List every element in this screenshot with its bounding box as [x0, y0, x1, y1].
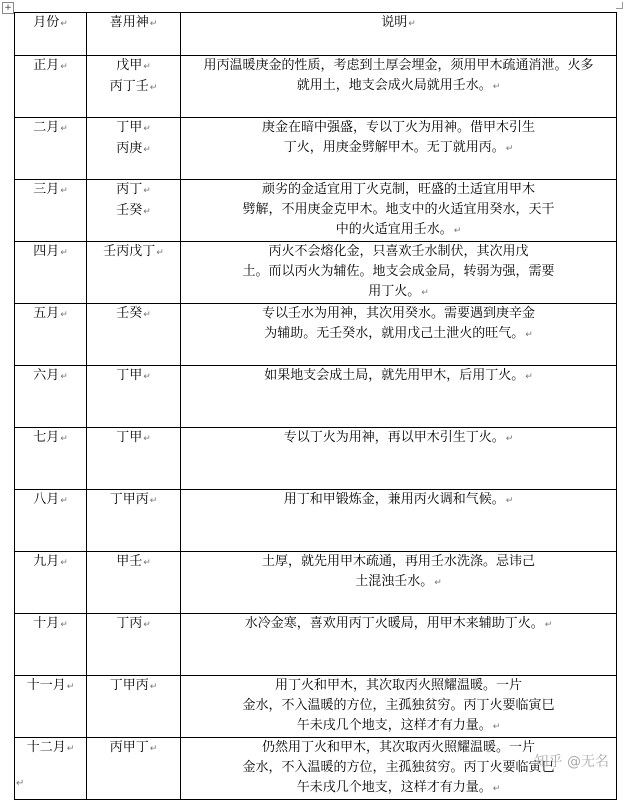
- description-line: 中的火适宜用壬水。↵: [335, 222, 462, 237]
- gods-line: 丁丙↵: [116, 616, 151, 631]
- table-resize-corner-icon[interactable]: [616, 2, 623, 9]
- table-move-anchor-icon[interactable]: +: [2, 2, 14, 14]
- paragraph-mark: ↵: [505, 434, 514, 444]
- gods-line: 壬丙戊丁↵: [103, 244, 164, 259]
- table-row: [15, 676, 617, 738]
- gods-cell: [87, 180, 181, 242]
- description-cell: [181, 304, 617, 366]
- description-cell: [181, 428, 617, 490]
- month-label: 十一月: [26, 678, 66, 693]
- description-cell: [181, 676, 617, 738]
- header-month: 月份↵: [15, 13, 87, 56]
- description-cell: [181, 366, 617, 428]
- month-cell: [15, 676, 87, 738]
- month-label: 正月: [33, 58, 60, 73]
- description-line: 金水，不入温暖的方位，主孤独贫穷。丙丁火要临寅巳: [242, 698, 555, 713]
- header-description: 说明↵: [181, 13, 617, 56]
- description-cell: [181, 552, 617, 614]
- paragraph-mark: ↵: [66, 744, 75, 754]
- description-cell: [181, 180, 617, 242]
- description-line: 庚金在暗中强盛，专以丁火为用神。借甲木引生: [261, 120, 535, 135]
- paragraph-mark: ↵: [143, 145, 151, 155]
- gods-cell: [87, 428, 181, 490]
- table-row: [15, 490, 617, 552]
- header-gods: 喜用神↵: [87, 13, 181, 56]
- gods-line: 丙丁↵: [116, 182, 151, 197]
- gods-cell: [87, 614, 181, 676]
- paragraph-mark: ↵: [66, 682, 75, 692]
- table-row: [15, 118, 617, 180]
- description-line: 就用土，地支会成火局就用壬水。↵: [296, 78, 501, 93]
- paragraph-mark: ↵: [143, 310, 151, 320]
- description-cell: [181, 490, 617, 552]
- end-paragraph-mark: ↵: [16, 778, 25, 789]
- gods-line: 丁甲↵: [116, 430, 151, 445]
- paragraph-mark: ↵: [143, 207, 151, 217]
- month-cell: [15, 552, 87, 614]
- paragraph-mark: ↵: [492, 784, 501, 794]
- month-cell: [15, 118, 87, 180]
- table-row: [15, 428, 617, 490]
- table-row: [15, 242, 617, 304]
- gods-cell: [87, 304, 181, 366]
- table-row: [15, 304, 617, 366]
- gods-line: 甲壬↵: [116, 554, 151, 569]
- paragraph-mark: ↵: [60, 186, 68, 196]
- description-line: 午未戌几个地支，这样才有力量。↵: [296, 780, 501, 795]
- description-line: 专以丁火为用神，再以甲木引生丁火。↵: [283, 430, 514, 445]
- paragraph-mark: ↵: [60, 124, 68, 134]
- gods-cell: [87, 738, 181, 800]
- gods-cell: [87, 56, 181, 118]
- paragraph-mark: ↵: [143, 620, 151, 630]
- gods-line: 壬癸↵: [116, 203, 151, 218]
- paragraph-mark: ↵: [60, 372, 68, 382]
- paragraph-mark: ↵: [149, 83, 158, 93]
- month-cell: [15, 180, 87, 242]
- month-label: 十月: [33, 616, 60, 631]
- paragraph-mark: ↵: [492, 82, 501, 92]
- description-line: 午未戌几个地支，这样才有力量。↵: [296, 718, 501, 733]
- paragraph-mark: ↵: [149, 682, 158, 692]
- month-label: 二月: [33, 120, 60, 135]
- month-cell: [15, 242, 87, 304]
- month-label: 三月: [33, 182, 60, 197]
- month-cell: [15, 428, 87, 490]
- paragraph-mark: ↵: [505, 144, 514, 154]
- gods-cell: [87, 552, 181, 614]
- month-cell: [15, 614, 87, 676]
- table-row: [15, 56, 617, 118]
- description-line: 土。而以丙火为辅佐。地支会成金局，转弱为强，需要: [242, 264, 555, 279]
- paragraph-mark: ↵: [143, 124, 151, 134]
- description-line: 专以壬水为用神，其次用癸水。需要遇到庚辛金: [261, 306, 535, 321]
- description-line: 顽劣的金适宜用丁火克制，旺盛的土适宜用甲木: [261, 182, 535, 197]
- description-cell: [181, 614, 617, 676]
- paragraph-mark: ↵: [421, 288, 429, 298]
- description-line: 劈解，不用庚金克甲木。地支中的火适宜用癸水，天干: [242, 202, 555, 217]
- description-line: 仍然用丁火和甲木，其次取丙火照耀温暖。一片: [261, 740, 535, 755]
- paragraph-mark: ↵: [525, 330, 533, 340]
- month-label: 七月: [33, 430, 60, 445]
- month-cell: [15, 56, 87, 118]
- paragraph-mark: ↵: [60, 310, 68, 320]
- table-row: [15, 614, 617, 676]
- gods-cell: [87, 118, 181, 180]
- table-row: [15, 366, 617, 428]
- month-label: 八月: [33, 492, 60, 507]
- paragraph-mark: ↵: [544, 620, 553, 630]
- description-cell: [181, 242, 617, 304]
- description-line: 金水，不入温暖的方位，主孤独贫穷。丙丁火要临寅巳: [242, 760, 555, 775]
- description-line: 水冷金寒，喜欢用丙丁火暖局，用甲木来辅助丁火。↵: [244, 616, 553, 631]
- month-label: 五月: [33, 306, 60, 321]
- paragraph-mark: ↵: [60, 496, 68, 506]
- paragraph-mark: ↵: [143, 372, 151, 382]
- description-line: 为辅助。无壬癸水，就用戊己土泄火的旺气。↵: [264, 326, 533, 341]
- header-row: [15, 13, 617, 56]
- gods-cell: [87, 490, 181, 552]
- table-row: [15, 180, 617, 242]
- paragraph-mark: ↵: [143, 62, 151, 72]
- description-line: 土厚，就先用甲木疏通，再用壬水洗涤。忌讳己: [261, 554, 535, 569]
- month-label: 四月: [33, 244, 60, 259]
- paragraph-mark: ↵: [492, 722, 501, 732]
- paragraph-mark: ↵: [143, 186, 151, 196]
- table-row: [15, 552, 617, 614]
- month-label: 九月: [33, 554, 60, 569]
- paragraph-mark: ↵: [505, 496, 514, 506]
- gods-cell: [87, 366, 181, 428]
- watermark: 知乎 @无名: [534, 754, 609, 770]
- description-line: 用丁和甲锻炼金，兼用丙火调和气候。↵: [283, 492, 514, 507]
- month-cell: [15, 366, 87, 428]
- description-line: 用丁火。↵: [368, 284, 429, 299]
- paragraph-mark: ↵: [143, 434, 151, 444]
- paragraph-mark: ↵: [434, 578, 442, 588]
- table-row: [15, 738, 617, 800]
- description-line: 土混浊壬水。↵: [355, 574, 442, 589]
- month-cell: [15, 304, 87, 366]
- description-line: 如果地支会成土局，就先用甲木，后用丁火。↵: [264, 368, 533, 383]
- paragraph-mark: ↵: [60, 620, 68, 630]
- paragraph-mark: ↵: [453, 226, 462, 236]
- paragraph-mark: ↵: [60, 434, 68, 444]
- gods-cell: [87, 676, 181, 738]
- paragraph-mark: ↵: [156, 248, 164, 258]
- paragraph-mark: ↵: [60, 62, 68, 72]
- paragraph-mark: ↵: [525, 372, 533, 382]
- description-line: 丁火，用庚金劈解甲木。无丁就用丙。↵: [283, 140, 514, 155]
- gods-line: 丁甲丙↵: [109, 678, 158, 693]
- description-line: 丙火不会熔化金，只喜欢壬水制伏，其次用戊: [268, 244, 529, 259]
- gods-line: 丁甲↵: [116, 368, 151, 383]
- gods-line: 壬癸↵: [116, 306, 151, 321]
- paragraph-mark: ↵: [60, 248, 68, 258]
- paragraph-mark: ↵: [149, 744, 158, 754]
- month-label: 六月: [33, 368, 60, 383]
- month-label: 十二月: [26, 740, 66, 755]
- gods-line: 丙甲丁↵: [109, 740, 158, 755]
- paragraph-mark: ↵: [143, 558, 151, 568]
- gods-line: 丙丁壬↵: [109, 79, 158, 94]
- description-line: 用丁火和甲木，其次取丙火照耀温暖。一片: [274, 678, 522, 693]
- month-table: [14, 12, 617, 800]
- gods-line: 丁甲↵: [116, 120, 151, 135]
- gods-line: 丁甲丙↵: [109, 492, 158, 507]
- gods-line: 丙庚↵: [116, 141, 151, 156]
- month-table-body: [15, 13, 617, 800]
- paragraph-mark: ↵: [149, 496, 158, 506]
- gods-line: 戊甲↵: [116, 58, 151, 73]
- month-cell: [15, 738, 87, 800]
- gods-cell: [87, 242, 181, 304]
- description-line: 用丙温暖庚金的性质，考虑到土厚会埋金，须用甲木疏通消泄。火多: [203, 58, 594, 73]
- description-cell: [181, 56, 617, 118]
- month-cell: [15, 490, 87, 552]
- description-cell: [181, 118, 617, 180]
- paragraph-mark: ↵: [60, 558, 68, 568]
